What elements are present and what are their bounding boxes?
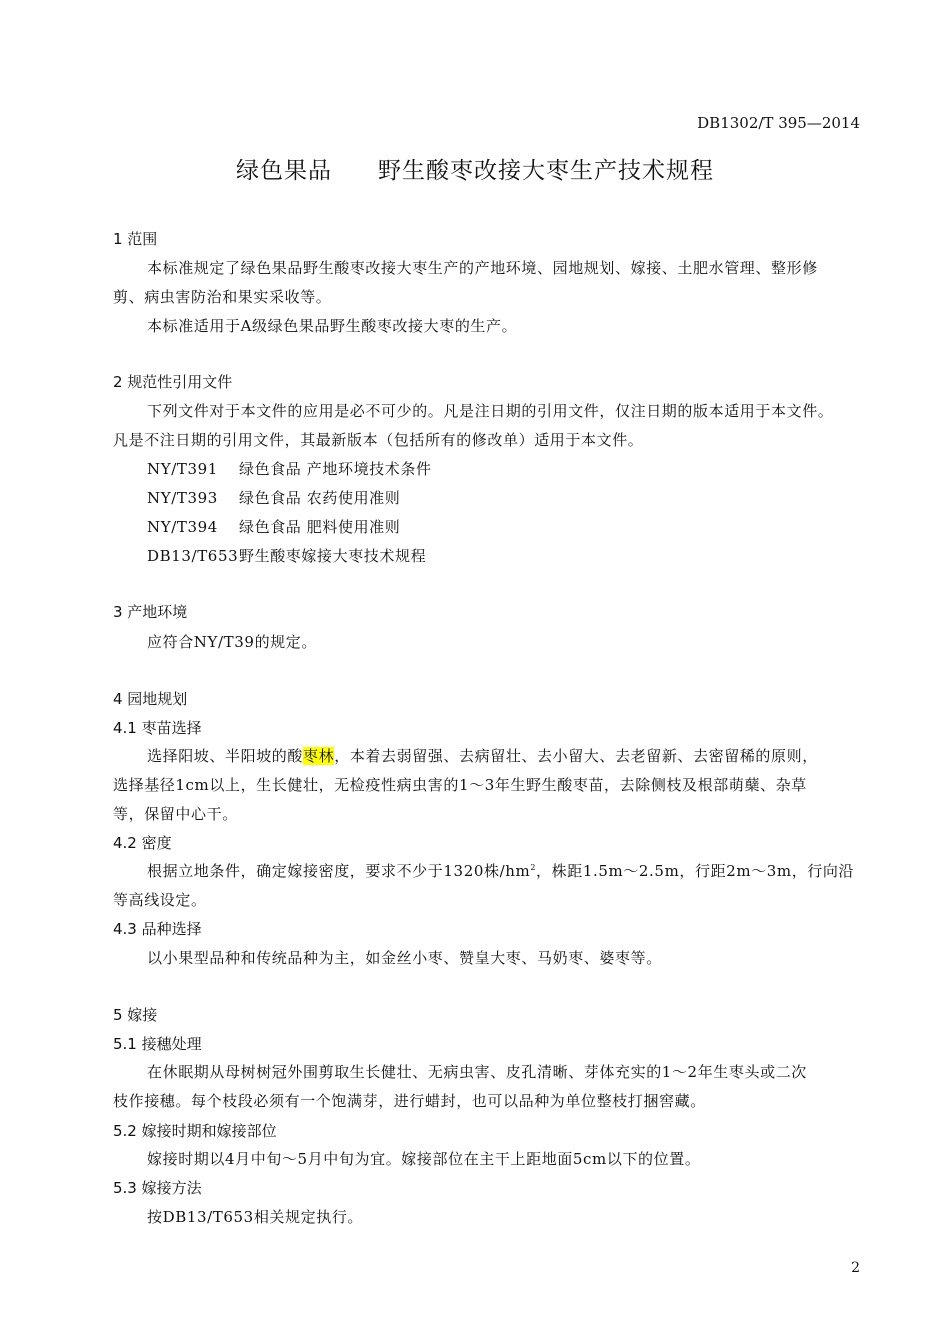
text-segment: 选择阳坡、半阳坡的酸 [147, 747, 304, 765]
reference-item [147, 487, 400, 508]
reference-item [147, 545, 426, 566]
subsection-4-1-line-1 [147, 745, 818, 766]
section-5-heading: 5 嫁接 [113, 1006, 158, 1024]
page-number: 2 [851, 1260, 860, 1276]
document-title [0, 152, 950, 185]
section-1-heading: 1 范围 [113, 230, 158, 248]
subsection-4-3-heading: 4.3 品种选择 [113, 920, 202, 938]
subsection-4-2-line-2: 等高线设定。 [113, 891, 207, 909]
section-4-heading: 4 园地规划 [113, 690, 188, 708]
highlighted-text: 枣林 [303, 747, 335, 765]
reference-code: NY/T394 [147, 518, 218, 536]
subsection-5-2-para: 嫁接时期以4月中旬～5月中旬为宜。嫁接部位在主干上距地面5cm以下的位置。 [147, 1150, 701, 1168]
text-segment: ，株距1.5m～2.5m，行距2m～3m，行向沿 [536, 862, 855, 880]
reference-code: NY/T391 [147, 460, 218, 478]
superscript: 2 [530, 863, 537, 872]
subsection-5-1-line-1: 在休眠期从母树树冠外围剪取生长健壮、无病虫害、皮孔清晰、芽体充实的1～2年生枣头或二次 [147, 1063, 807, 1081]
text-segment: 根据立地条件，确定嫁接密度，要求不少于1320株/hm [147, 862, 531, 880]
subsection-5-1-heading: 5.1 接穗处理 [113, 1035, 202, 1053]
subsection-4-1-line-2: 选择基径1cm以上，生长健壮，无检疫性病虫害的1～3年生野生酸枣苗，去除侧枝及根部萌蘖、杂草 [113, 776, 807, 794]
reference-title: 绿色食品 农药使用准则 [239, 489, 401, 507]
reference-title: 绿色食品 产地环境技术条件 [239, 460, 432, 478]
reference-code: NY/T393 [147, 489, 218, 507]
section-3-para: 应符合NY/T39的规定。 [147, 633, 317, 651]
section-1-para-1-line-2: 剪、病虫害防治和果实采收等。 [113, 288, 332, 306]
title-part-2: 野生酸枣改接大枣生产技术规程 [378, 158, 714, 184]
subsection-5-2-heading: 5.2 嫁接时期和嫁接部位 [113, 1122, 277, 1140]
section-3-heading: 3 产地环境 [113, 603, 188, 621]
reference-item [147, 516, 400, 537]
subsection-5-1-line-2: 枝作接穗。每个枝段必须有一个饱满芽，进行蜡封，也可以品种为单位整枝打捆窖藏。 [113, 1092, 706, 1110]
section-2-para-line-1: 下列文件对于本文件的应用是必不可少的。凡是注日期的引用文件，仅注日期的版本适用于本文件。 [147, 402, 834, 420]
subsection-4-1-heading: 4.1 枣苗选择 [113, 719, 202, 737]
subsection-5-3-heading: 5.3 嫁接方法 [113, 1179, 202, 1197]
title-part-1: 绿色果品 [236, 158, 332, 184]
reference-title: 绿色食品 肥料使用准则 [239, 518, 401, 536]
subsection-4-3-para: 以小果型品种和传统品种为主，如金丝小枣、赞皇大枣、马奶枣、婆枣等。 [147, 949, 662, 967]
reference-title: 野生酸枣嫁接大枣技术规程 [239, 547, 427, 565]
subsection-4-2-line-1 [147, 860, 854, 881]
reference-item [147, 458, 432, 479]
section-2-heading: 2 规范性引用文件 [113, 373, 233, 391]
standard-number: DB1302/T 395—2014 [697, 114, 860, 132]
subsection-5-3-para: 按DB13/T653相关规定执行。 [147, 1208, 364, 1226]
subsection-4-1-line-3: 等，保留中心干。 [113, 805, 238, 823]
text-segment: ，本着去弱留强、去病留壮、去小留大、去老留新、去密留稀的原则， [334, 747, 818, 765]
reference-code: DB13/T653 [147, 547, 239, 565]
section-1-para-1-line-1: 本标准规定了绿色果品野生酸枣改接大枣生产的产地环境、园地规划、嫁接、土肥水管理、整形修 [147, 259, 818, 277]
section-2-para-line-2: 凡是不注日期的引用文件，其最新版本（包括所有的修改单）适用于本文件。 [113, 431, 644, 449]
section-1-para-2: 本标准适用于A级绿色果品野生酸枣改接大枣的生产。 [147, 317, 518, 335]
subsection-4-2-heading: 4.2 密度 [113, 834, 172, 852]
